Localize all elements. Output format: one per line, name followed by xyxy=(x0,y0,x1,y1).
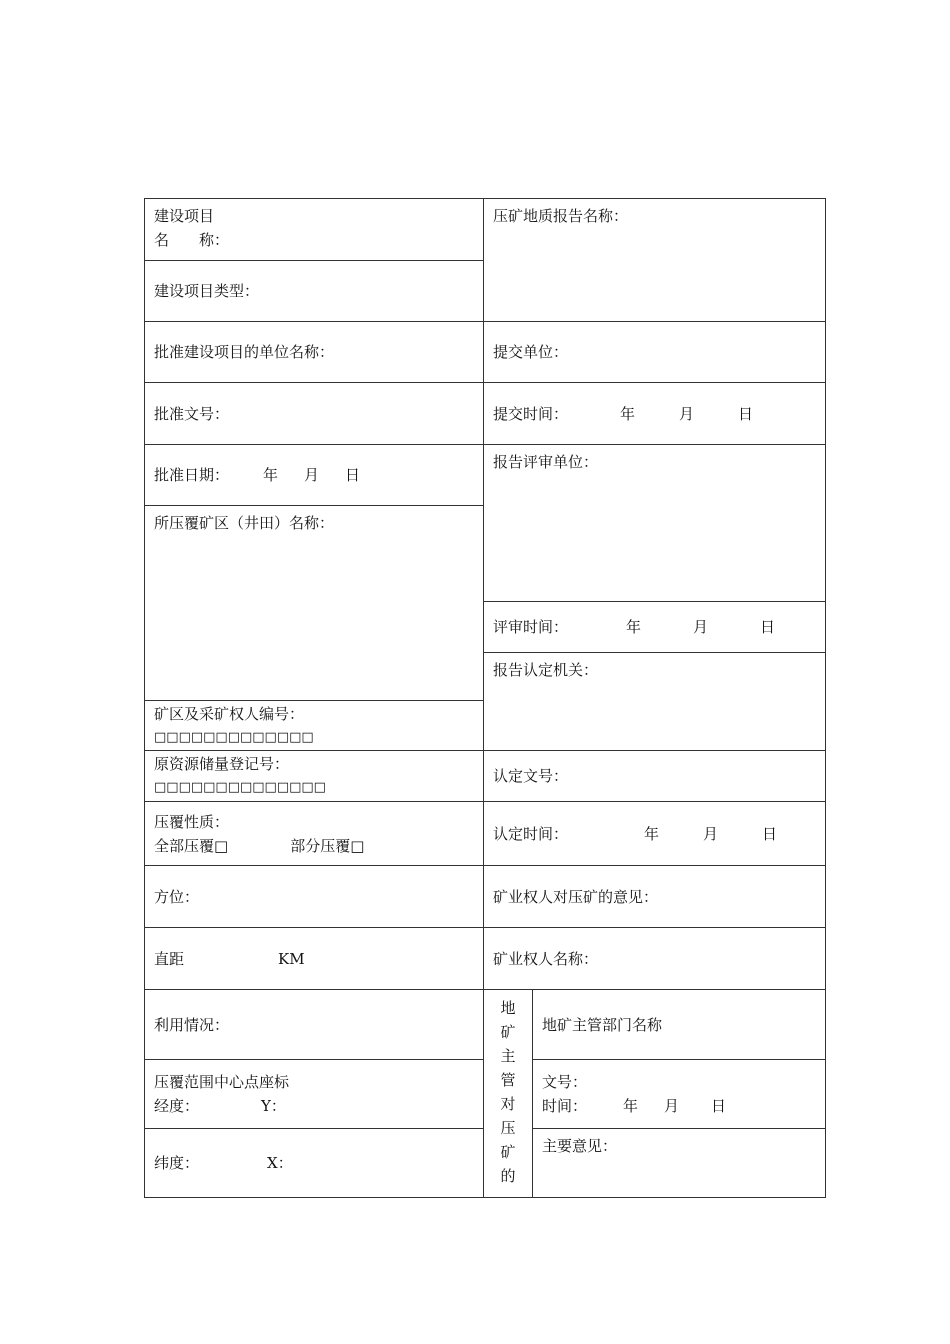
mine-code-label: 矿区及采矿权人编号： xyxy=(154,704,305,723)
overlay-nature-cell[interactable] xyxy=(145,802,484,866)
report-name-cell[interactable] xyxy=(484,199,826,322)
overlay-nature-label: 压覆性质： xyxy=(154,812,230,831)
recognition-doc-label: 认定文号： xyxy=(493,767,569,785)
vertical-char: 对 xyxy=(500,1095,516,1113)
project-name-cell[interactable] xyxy=(145,199,484,261)
vertical-char: 的 xyxy=(500,1167,516,1185)
dept-month: 月 xyxy=(664,1097,680,1115)
x-label: X： xyxy=(267,1154,293,1172)
longitude-label: 经度： xyxy=(154,1097,200,1115)
approval-date-label: 批准日期： xyxy=(154,466,230,484)
approval-day: 日 xyxy=(345,466,361,484)
submit-unit-label: 提交单位： xyxy=(493,343,569,361)
review-unit-label: 报告评审单位： xyxy=(493,453,599,471)
report-name-label: 压矿地质报告名称： xyxy=(493,207,629,225)
overlay-partial-checkbox[interactable]: 部分压覆□ xyxy=(290,836,365,855)
dept-year: 年 xyxy=(623,1097,639,1115)
latitude-label: 纬度： xyxy=(154,1154,200,1172)
distance-label: 直距 xyxy=(154,949,185,968)
time-label: 时间： xyxy=(542,1097,588,1115)
overlay-full-checkbox[interactable]: 全部压覆□ xyxy=(154,836,229,855)
recognition-doc-cell[interactable] xyxy=(484,751,826,802)
submit-time-cell[interactable] xyxy=(484,383,826,445)
vertical-char: 管 xyxy=(500,1071,516,1089)
doc-time-cell[interactable] xyxy=(533,1060,826,1129)
recognition-time-label: 认定时间： xyxy=(493,824,569,843)
doc-no-label: 文号： xyxy=(542,1073,588,1091)
submit-year: 年 xyxy=(620,404,636,423)
review-year: 年 xyxy=(626,618,642,636)
project-type-label: 建设项目类型： xyxy=(154,282,260,300)
center-coord-label: 压覆范围中心点座标 xyxy=(154,1073,290,1091)
y-label: Y： xyxy=(261,1097,286,1115)
direction-cell[interactable] xyxy=(145,866,484,928)
reserve-reg-label: 原资源储量登记号： xyxy=(154,755,290,773)
dept-name-label: 地矿主管部门名称 xyxy=(542,1015,663,1034)
review-day: 日 xyxy=(760,618,776,636)
recognition-org-cell[interactable] xyxy=(484,653,826,751)
main-opinion-cell[interactable] xyxy=(533,1129,826,1198)
usage-cell[interactable] xyxy=(145,990,484,1060)
mining-overlay-form xyxy=(144,198,826,1198)
review-month: 月 xyxy=(693,618,709,636)
recognition-day: 日 xyxy=(762,824,778,843)
submit-time-label: 提交时间： xyxy=(493,404,569,423)
review-time-label: 评审时间： xyxy=(493,618,569,636)
approval-doc-cell[interactable] xyxy=(145,383,484,445)
review-unit-cell[interactable] xyxy=(484,445,826,602)
project-name-label: 建设项目 xyxy=(154,207,215,225)
mine-code-boxes[interactable]: □□□□□□□□□□□□□ xyxy=(154,729,314,745)
center-coord-cell[interactable] xyxy=(145,1060,484,1129)
dept-name-cell[interactable] xyxy=(533,990,826,1060)
recognition-time-cell[interactable] xyxy=(484,802,826,866)
distance-unit: KM xyxy=(278,949,305,968)
reserve-reg-boxes[interactable]: □□□□□□□□□□□□□□ xyxy=(154,780,326,795)
vertical-char: 矿 xyxy=(500,1143,516,1161)
vertical-char: 地 xyxy=(500,999,516,1017)
submit-unit-cell[interactable] xyxy=(484,322,826,383)
project-name-label-2: 名 称： xyxy=(154,231,230,249)
approval-date-cell[interactable] xyxy=(145,445,484,506)
submit-day: 日 xyxy=(738,404,754,423)
owner-opinion-label: 矿业权人对压矿的意见： xyxy=(493,887,659,906)
approval-unit-label: 批准建设项目的单位名称： xyxy=(154,343,335,361)
project-type-cell[interactable] xyxy=(145,261,484,322)
mine-area-label: 所压覆矿区（井田）名称： xyxy=(154,514,335,532)
owner-opinion-cell[interactable] xyxy=(484,866,826,928)
review-time-cell[interactable] xyxy=(484,602,826,653)
mine-area-cell[interactable] xyxy=(145,506,484,701)
mine-code-cell[interactable] xyxy=(145,701,484,751)
dept-opinion-vertical-header xyxy=(484,990,533,1198)
usage-label: 利用情况： xyxy=(154,1015,230,1034)
approval-doc-label: 批准文号： xyxy=(154,404,230,423)
recognition-year: 年 xyxy=(644,824,660,843)
vertical-char: 主 xyxy=(500,1047,516,1065)
distance-cell[interactable] xyxy=(145,928,484,990)
latitude-cell[interactable] xyxy=(145,1129,484,1198)
reserve-reg-cell[interactable] xyxy=(145,751,484,802)
approval-year: 年 xyxy=(263,466,279,484)
approval-month: 月 xyxy=(304,466,320,484)
approval-unit-cell[interactable] xyxy=(145,322,484,383)
owner-name-label: 矿业权人名称： xyxy=(493,949,599,968)
recognition-month: 月 xyxy=(703,824,719,843)
submit-month: 月 xyxy=(679,404,695,423)
vertical-char: 矿 xyxy=(500,1023,516,1041)
main-opinion-label: 主要意见： xyxy=(542,1137,618,1155)
owner-name-cell[interactable] xyxy=(484,928,826,990)
vertical-char: 压 xyxy=(500,1119,516,1137)
direction-label: 方位： xyxy=(154,887,200,906)
recognition-org-label: 报告认定机关： xyxy=(493,661,599,679)
dept-day: 日 xyxy=(711,1097,727,1115)
